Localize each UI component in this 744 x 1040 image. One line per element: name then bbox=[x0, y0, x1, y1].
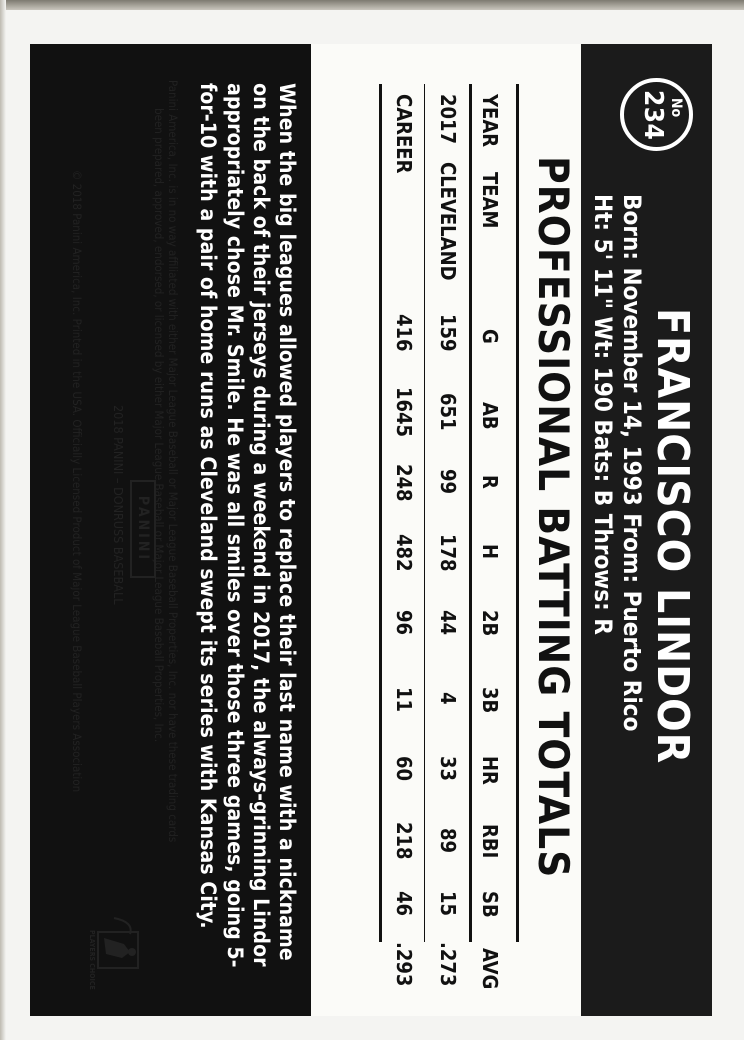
legal-line-3: © 2018 Panini America, Inc. Printed in the USA. Officially Licensed Product of Major League Baseball Players Association bbox=[70, 170, 84, 793]
cell-r: 99 bbox=[436, 469, 460, 495]
cell-avg: .293 bbox=[392, 942, 416, 987]
cell-2b: 96 bbox=[392, 610, 416, 636]
header-r: R bbox=[478, 475, 502, 489]
stats-rule-top bbox=[516, 84, 519, 942]
stats-rule-bottom bbox=[379, 84, 382, 942]
card-rotated-content bbox=[30, 44, 712, 1016]
cell-r: 248 bbox=[392, 464, 416, 502]
legal-line-1: Panini America, Inc. is in no way affiliated with either Major League Baseball or Major League Baseball Properties, Inc. nor have these trading cards bbox=[166, 80, 180, 843]
cell-g: 159 bbox=[436, 314, 460, 352]
set-name: 2018 PANINI – DONRUSS BASEBALL bbox=[111, 405, 126, 605]
header-year: YEAR bbox=[478, 94, 502, 148]
panini-logo: PANINI bbox=[130, 480, 156, 578]
cell-hr: 60 bbox=[392, 756, 416, 782]
cell-sb: 46 bbox=[392, 891, 416, 917]
cell-rbi: 218 bbox=[392, 822, 416, 860]
stats-row-2017 bbox=[434, 44, 460, 1016]
card-number-prefix: No bbox=[668, 98, 684, 118]
header-team: TEAM bbox=[478, 172, 502, 229]
header-rbi: RBI bbox=[478, 824, 502, 859]
player-bio-born: Born: November 14, 1993 From: Puerto Rico bbox=[618, 194, 646, 732]
cell-year: 2017 bbox=[436, 94, 460, 145]
stats-header-row bbox=[476, 44, 502, 1016]
cell-3b: 11 bbox=[392, 687, 416, 713]
cell-3b: 4 bbox=[436, 692, 460, 705]
scan-border-top bbox=[0, 0, 744, 10]
header-avg: AVG bbox=[478, 948, 502, 990]
card-number: 234 bbox=[638, 90, 668, 141]
legal-line-2: been prepared, approved, endorsed, or licensed by either Major League Baseball or Major League Baseball Properties, Inc. bbox=[152, 108, 166, 743]
header-2b: 2B bbox=[478, 610, 502, 637]
stats-rule-thin bbox=[424, 84, 425, 942]
player-story: When the big leagues allowed players to replace their last name with a nickname on the back of their jerseys during a weekend in 2017, the always-grinning Lindor appropriately chose Mr. Smile. He was all smiles over those three games, going 5-for-10 with a pair of home runs as Cleveland swept its series with Kansas City. bbox=[196, 83, 300, 968]
cell-avg: .273 bbox=[436, 942, 460, 987]
player-name: FRANCISCO LINDOR bbox=[647, 308, 698, 765]
stats-row-career bbox=[390, 44, 416, 1016]
cell-year: CAREER bbox=[392, 94, 416, 174]
cell-ab: 651 bbox=[436, 393, 460, 431]
player-bio-physical: Ht: 5' 11" Wt: 190 Bats: B Throws: R bbox=[589, 194, 617, 635]
header-3b: 3B bbox=[478, 687, 502, 714]
card-back bbox=[30, 44, 712, 1016]
scan-border-left bbox=[0, 0, 6, 1040]
mlbpa-text: PLAYERS CHOICE bbox=[88, 930, 96, 990]
cell-g: 416 bbox=[392, 314, 416, 352]
cell-rbi: 89 bbox=[436, 828, 460, 854]
stats-rule-middle bbox=[469, 84, 472, 942]
cell-sb: 15 bbox=[436, 891, 460, 917]
header-sb: SB bbox=[478, 891, 502, 918]
cell-hr: 33 bbox=[436, 756, 460, 782]
stats-title: PROFESSIONAL BATTING TOTALS bbox=[529, 156, 578, 879]
cell-ab: 1645 bbox=[392, 387, 416, 438]
header-h: H bbox=[478, 544, 502, 560]
cell-h: 178 bbox=[436, 534, 460, 572]
header-hr: HR bbox=[478, 756, 502, 785]
cell-h: 482 bbox=[392, 534, 416, 572]
cell-2b: 44 bbox=[436, 610, 460, 636]
cell-team: CLEVELAND bbox=[436, 162, 460, 281]
header-ab: AB bbox=[478, 402, 502, 430]
header-g: G bbox=[478, 329, 502, 344]
